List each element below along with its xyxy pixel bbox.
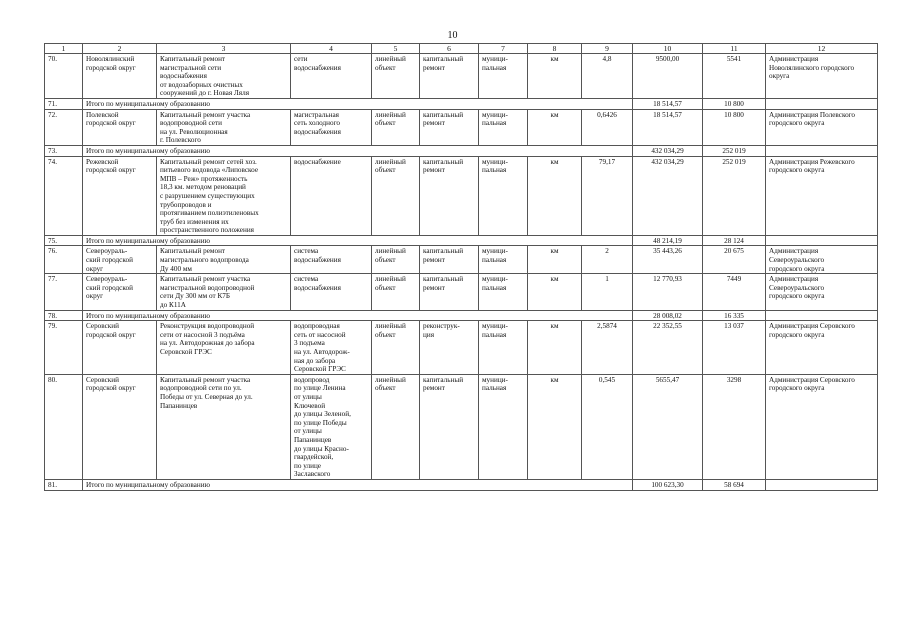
row-number: 71.	[45, 98, 83, 109]
investment-program-table	[44, 43, 878, 491]
table-row	[45, 156, 878, 235]
ownership-cell: муници- пальная	[479, 321, 528, 375]
row-number: 78.	[45, 310, 83, 321]
work-type-cell: реконструк- ция	[420, 321, 479, 375]
total-cost: 100 623,30	[633, 479, 703, 490]
column-number-8: 8	[528, 44, 582, 54]
cost-cell: 18 514,57	[633, 109, 703, 145]
column-number-3: 3	[157, 44, 291, 54]
customer-cell: Администрация Серовского городского округа	[766, 321, 878, 375]
column-number-10: 10	[633, 44, 703, 54]
object-type-cell: линейный объект	[372, 374, 420, 479]
row-number: 74.	[45, 156, 83, 235]
row-number: 76.	[45, 246, 83, 274]
work-type-cell: капитальный ремонт	[420, 274, 479, 310]
object-cell: водоснабжение	[291, 156, 372, 235]
ownership-cell: муници- пальная	[479, 109, 528, 145]
total-label: Итого по муниципальному образованию	[83, 145, 633, 156]
column-number-1: 1	[45, 44, 83, 54]
row-number: 80.	[45, 374, 83, 479]
total-funding: 16 335	[703, 310, 766, 321]
work-type-cell: капитальный ремонт	[420, 246, 479, 274]
funding-cell: 7449	[703, 274, 766, 310]
total-cost: 28 008,02	[633, 310, 703, 321]
cost-cell: 9500,00	[633, 54, 703, 99]
object-cell: магистральная сеть холодного водоснабжения	[291, 109, 372, 145]
ownership-cell: муници- пальная	[479, 246, 528, 274]
table-row	[45, 54, 878, 99]
project-name-cell: Реконструкция водопроводной сети от насосной 3 подъёма на ул. Автодорожная до забора Серовской ГРЭС	[157, 321, 291, 375]
municipality-cell: Режевской городской округ	[83, 156, 157, 235]
column-number-header-row	[45, 44, 878, 54]
funding-cell: 3298	[703, 374, 766, 479]
column-number-6: 6	[420, 44, 479, 54]
object-cell: система водоснабжения	[291, 246, 372, 274]
customer-cell: Администрация Серовского городского округа	[766, 374, 878, 479]
object-type-cell: линейный объект	[372, 274, 420, 310]
object-type-cell: линейный объект	[372, 156, 420, 235]
unit-cell: км	[528, 54, 582, 99]
municipality-cell: Серовский городской округ	[83, 374, 157, 479]
unit-cell: км	[528, 246, 582, 274]
ownership-cell: муници- пальная	[479, 156, 528, 235]
work-type-cell: капитальный ремонт	[420, 54, 479, 99]
customer-cell: Администрация Новолялинского городского округа	[766, 54, 878, 99]
table-row	[45, 274, 878, 310]
total-row	[45, 235, 878, 246]
work-type-cell: капитальный ремонт	[420, 109, 479, 145]
ownership-cell: муници- пальная	[479, 274, 528, 310]
empty-cell	[766, 98, 878, 109]
project-name-cell: Капитальный ремонт участка водопроводной сети на ул. Революционная г. Полевского	[157, 109, 291, 145]
table-row	[45, 374, 878, 479]
page-number: 10	[447, 30, 458, 41]
total-funding: 28 124	[703, 235, 766, 246]
object-cell: сети водоснабжения	[291, 54, 372, 99]
total-funding: 252 019	[703, 145, 766, 156]
row-number: 73.	[45, 145, 83, 156]
total-row	[45, 310, 878, 321]
municipality-cell: Полевской городской округ	[83, 109, 157, 145]
row-number: 81.	[45, 479, 83, 490]
row-number: 75.	[45, 235, 83, 246]
unit-cell: км	[528, 109, 582, 145]
total-funding: 58 694	[703, 479, 766, 490]
column-number-11: 11	[703, 44, 766, 54]
municipality-cell: Серовский городской округ	[83, 321, 157, 375]
object-type-cell: линейный объект	[372, 109, 420, 145]
object-type-cell: линейный объект	[372, 54, 420, 99]
quantity-cell: 79,17	[582, 156, 633, 235]
project-name-cell: Капитальный ремонт магистральной сети водоснабжения от водозаборных очистных сооружений до г. Новая Ляля	[157, 54, 291, 99]
table-row	[45, 246, 878, 274]
customer-cell: Администрация Режевского городского округа	[766, 156, 878, 235]
column-number-4: 4	[291, 44, 372, 54]
customer-cell: Администрация Североуральского городского округа	[766, 274, 878, 310]
column-number-5: 5	[372, 44, 420, 54]
row-number: 79.	[45, 321, 83, 375]
project-name-cell: Капитальный ремонт магистрального водопровода Ду 400 мм	[157, 246, 291, 274]
object-cell: система водоснабжения	[291, 274, 372, 310]
unit-cell: км	[528, 321, 582, 375]
ownership-cell: муници- пальная	[479, 374, 528, 479]
table-row	[45, 109, 878, 145]
object-type-cell: линейный объект	[372, 246, 420, 274]
column-number-2: 2	[83, 44, 157, 54]
project-name-cell: Капитальный ремонт участка водопроводной сети по ул. Победы от ул. Северная до ул. Папанинцев	[157, 374, 291, 479]
unit-cell: км	[528, 274, 582, 310]
total-label: Итого по муниципальному образованию	[83, 479, 633, 490]
row-number: 72.	[45, 109, 83, 145]
object-cell: водопроводная сеть от насосной 3 подъема на ул. Автодорож- ная до забора Серовской ГРЭС	[291, 321, 372, 375]
column-number-9: 9	[582, 44, 633, 54]
table-row	[45, 321, 878, 375]
quantity-cell: 2,5874	[582, 321, 633, 375]
total-label: Итого по муниципальному образованию	[83, 235, 633, 246]
total-label: Итого по муниципальному образованию	[83, 98, 633, 109]
quantity-cell: 2	[582, 246, 633, 274]
cost-cell: 22 352,55	[633, 321, 703, 375]
row-number: 77.	[45, 274, 83, 310]
funding-cell: 10 800	[703, 109, 766, 145]
work-type-cell: капитальный ремонт	[420, 374, 479, 479]
total-label: Итого по муниципальному образованию	[83, 310, 633, 321]
total-cost: 48 214,19	[633, 235, 703, 246]
object-cell: водопровод по улице Ленина от улицы Ключевой до улицы Зеленой, по улице Победы от улицы Папанинцев до улицы Красно- гвардейской, по улице Заславского	[291, 374, 372, 479]
empty-cell	[766, 235, 878, 246]
empty-cell	[766, 310, 878, 321]
ownership-cell: муници- пальная	[479, 54, 528, 99]
row-number: 70.	[45, 54, 83, 99]
unit-cell: км	[528, 374, 582, 479]
cost-cell: 5655,47	[633, 374, 703, 479]
funding-cell: 13 037	[703, 321, 766, 375]
empty-cell	[766, 479, 878, 490]
municipality-cell: Североураль- ский городской округ	[83, 246, 157, 274]
quantity-cell: 1	[582, 274, 633, 310]
cost-cell: 432 034,29	[633, 156, 703, 235]
total-row	[45, 98, 878, 109]
quantity-cell: 4,8	[582, 54, 633, 99]
cost-cell: 12 770,93	[633, 274, 703, 310]
empty-cell	[766, 145, 878, 156]
project-name-cell: Капитальный ремонт участка магистральной водопроводной сети Ду 300 мм от К7Б до К11А	[157, 274, 291, 310]
funding-cell: 252 019	[703, 156, 766, 235]
municipality-cell: Североураль- ский городской округ	[83, 274, 157, 310]
cost-cell: 35 443,26	[633, 246, 703, 274]
total-cost: 432 034,29	[633, 145, 703, 156]
customer-cell: Администрация Североуральского городского округа	[766, 246, 878, 274]
funding-cell: 20 675	[703, 246, 766, 274]
total-row	[45, 145, 878, 156]
total-row	[45, 479, 878, 490]
project-name-cell: Капитальный ремонт сетей хоз. питьевого водовода «Липовское МПВ – Реж» протяженность 18,3 км. методом реноваций с разрушением существующих трубопроводов и протягиванием полиэтиленовых труб без изменения их пространственного положения	[157, 156, 291, 235]
funding-cell: 5541	[703, 54, 766, 99]
work-type-cell: капитальный ремонт	[420, 156, 479, 235]
customer-cell: Администрация Полевского городского округа	[766, 109, 878, 145]
column-number-12: 12	[766, 44, 878, 54]
unit-cell: км	[528, 156, 582, 235]
object-type-cell: линейный объект	[372, 321, 420, 375]
total-cost: 18 514,57	[633, 98, 703, 109]
quantity-cell: 0,6426	[582, 109, 633, 145]
quantity-cell: 0,545	[582, 374, 633, 479]
total-funding: 10 800	[703, 98, 766, 109]
municipality-cell: Новолялинский городской округ	[83, 54, 157, 99]
column-number-7: 7	[479, 44, 528, 54]
